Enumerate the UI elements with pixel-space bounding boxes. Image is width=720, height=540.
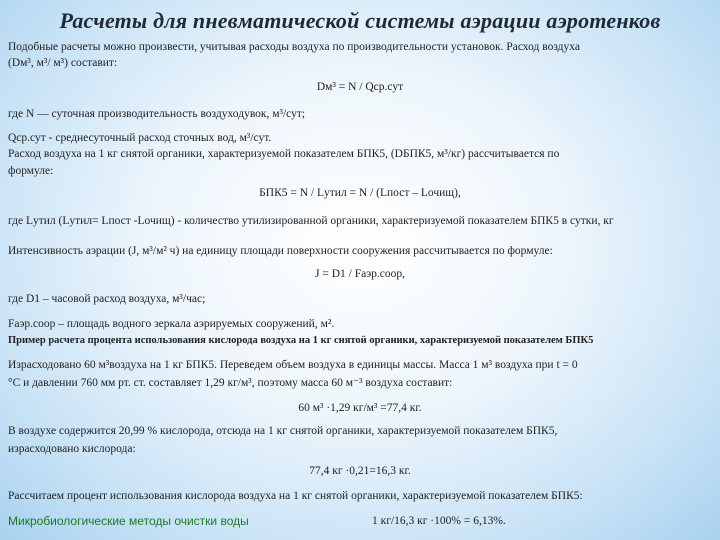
- text-line: °С и давлении 760 мм рт. ст. составляет 1,29 кг/м³, поэтому масса 60 м⁻³ воздуха составит:: [8, 377, 453, 389]
- text-line: Интенсивность аэрации (J, м³/м² ч) на единицу площади поверхности сооружения рассчитывается по формуле:: [8, 245, 553, 257]
- text-line: Qср.сут - среднесуточный расход сточных вод, м³/сут.: [8, 132, 272, 144]
- text-line: где N — суточная производительность воздуходувок, м³/сут;: [8, 108, 306, 120]
- text-line: Израсходовано 60 м³воздуха на 1 кг БПК5. Переведем объем воздуха в единицы массы. Масса 1 м³ воздуха при t = 0: [8, 359, 578, 371]
- formula-intensity: J = D1 / Fаэр.соор,: [314, 268, 405, 280]
- formula-percent: 1 кг/16,3 кг ·100% = 6,13%.: [372, 515, 506, 527]
- formula-oxygen: 77,4 кг ·0,21=16,3 кг.: [309, 465, 411, 477]
- text-line: Расход воздуха на 1 кг снятой органики, характеризуемой показателем БПК5, (DБПК5, м³/кг) рассчитывается по: [8, 148, 560, 160]
- slide-title: Расчеты для пневматической системы аэрации аэротенков: [59, 8, 661, 33]
- text-line: израсходовано кислорода:: [8, 443, 136, 455]
- text-line: В воздухе содержится 20,99 % кислорода, отсюда на 1 кг снятой органики, характеризуемой показателем БПК5,: [8, 425, 558, 437]
- text-line: (Dм³, м³/ м³) составит:: [8, 57, 118, 69]
- text-line: где Lутил (Lутил= Lпост -Lочищ) - количество утилизированной органики, характеризуемой показателем БПК5 в сутки, кг: [8, 215, 614, 227]
- text-line: Fаэр.соор – площадь водного зеркала аэрируемых сооружений, м².: [8, 318, 335, 330]
- text-line: Рассчитаем процент использования кислорода воздуха на 1 кг снятой органики, характеризуемой показателем БПК5:: [8, 490, 583, 502]
- footer-caption: Микробиологические методы очистки воды: [8, 514, 249, 528]
- formula-air-flow: Dм³ = N / Qср.сут: [316, 81, 404, 93]
- text-line: Подобные расчеты можно произвести, учитывая расходы воздуха по производительности установок. Расход воздуха: [8, 41, 580, 53]
- text-line: где D1 – часовой расход воздуха, м³/час;: [8, 293, 206, 305]
- formula-mass: 60 м³ ·1,29 кг/м³ =77,4 кг.: [298, 402, 422, 414]
- text-line: формуле:: [8, 165, 54, 177]
- example-heading: Пример расчета процента использования кислорода воздуха на 1 кг снятой органики, характеризуемой показателем БПК5: [8, 335, 594, 346]
- formula-bpk: БПК5 = N / Lутил = N / (Lпост – Lочищ),: [259, 187, 461, 199]
